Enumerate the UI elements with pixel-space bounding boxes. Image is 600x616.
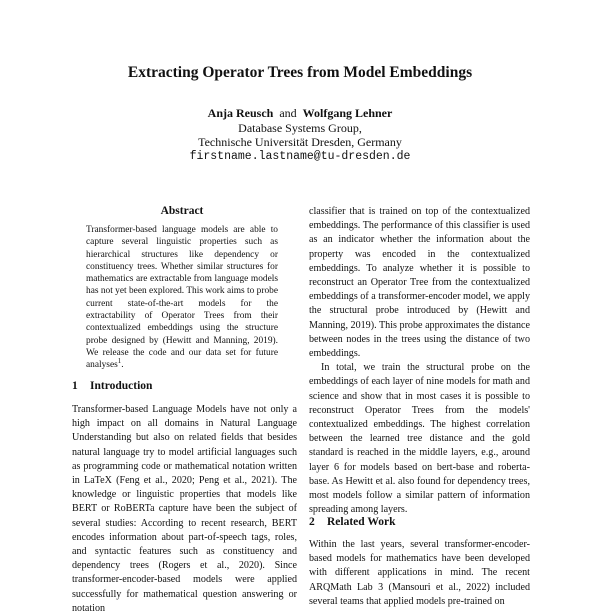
author-line xyxy=(0,106,600,121)
paper-title: Extracting Operator Trees from Model Embeddings xyxy=(127,64,473,81)
abstract-heading: Abstract xyxy=(160,205,204,217)
abstract-body xyxy=(86,224,278,372)
affiliation-group: Database Systems Group, xyxy=(238,121,362,135)
right-para-2-text: In total, we train the structural probe on the embeddings of each layer of nine models for math and science and show that in most cases it is possible to reconstruct Operator Trees from the models' contextualized embeddings. The highest correlation between the learned tree distance and the gold standard is reached in the middle layers, e.g., around layer 6 for models based on bert-base and roberta-base. As Hewitt et al. also found for dependency trees, most models follow a similar pattern of information spreading among layers. xyxy=(309,362,530,516)
intro-body xyxy=(72,403,297,616)
abstract-end: . xyxy=(121,360,124,371)
author-2: Wolfgang Lehner xyxy=(302,106,393,120)
intro-text-1: Transformer-based Language Models have not only a high impact on all domains in Natural Language Understanding but also on related fields that besides natural language try to model artificial languages such as programming code or mathematical notation written in xyxy=(72,404,297,487)
author-1: Anja Reusch xyxy=(207,106,274,120)
latex-logo: LaTeX xyxy=(84,475,112,487)
right-para-2 xyxy=(309,361,530,517)
related-title: Related Work xyxy=(327,516,396,528)
right-para-1: classifier that is trained on top of the contextualized embeddings. The performance of this classifier is used as an indicator whether the information about the property was encoded in the contextualized embeddings. To analyze whether it is possible to reconstruct an Operator Tree from the contextualized embeddings of a transformer-encoder model, we apply the structural probe introduced by (Hewitt and Manning, 2019). This probe approximates the distance between nodes in the trees using the distance of two embeddings. xyxy=(309,206,530,360)
footnote-mark: 1 xyxy=(117,357,122,366)
author-conj: and xyxy=(279,106,297,120)
intro-text-2: (Feng et al., 2020; Peng et al., 2021). The knowledge or linguistic properties that models like BERT or RoBERTa capture have been the subject of several studies: According to recent research, BERT encodes information about part-of-speech tags, roles, and syntactic features such as constituency and dependency trees (Rogers et al., 2020). Since transformer-encoder-based models were applied successfully for mathematical question answering or notation xyxy=(72,475,297,614)
intro-title: Introduction xyxy=(90,380,153,392)
related-number: 2 xyxy=(309,516,315,528)
author-email: firstname.lastname@tu-dresden.de xyxy=(189,150,411,163)
intro-number: 1 xyxy=(72,380,78,392)
abstract-text: Transformer-based language models are able to capture several linguistic properties such as hierarchical structures like dependency or constituency trees. Whether similar structures for mathematics are extractable from language models has not yet been explored. This work aims to probe current state-of-the-art models for the extractability of Operator Trees from their contextualized embeddings using the structure probe designed by (Hewitt and Manning, 2019). We release the code and our data set for future analyses xyxy=(86,225,278,371)
intro-heading xyxy=(72,380,152,392)
related-heading xyxy=(309,516,395,528)
related-body: Within the last years, several transformer-encoder-based models for mathematics have been developed with different applications in mind. The recent ARQMath Lab 3 (Mansouri et al., 2022) included several teams that applied models pre-trained on xyxy=(309,539,530,607)
right-column-body xyxy=(309,205,530,517)
affiliation-university: Technische Universität Dresden, Germany xyxy=(198,135,402,149)
